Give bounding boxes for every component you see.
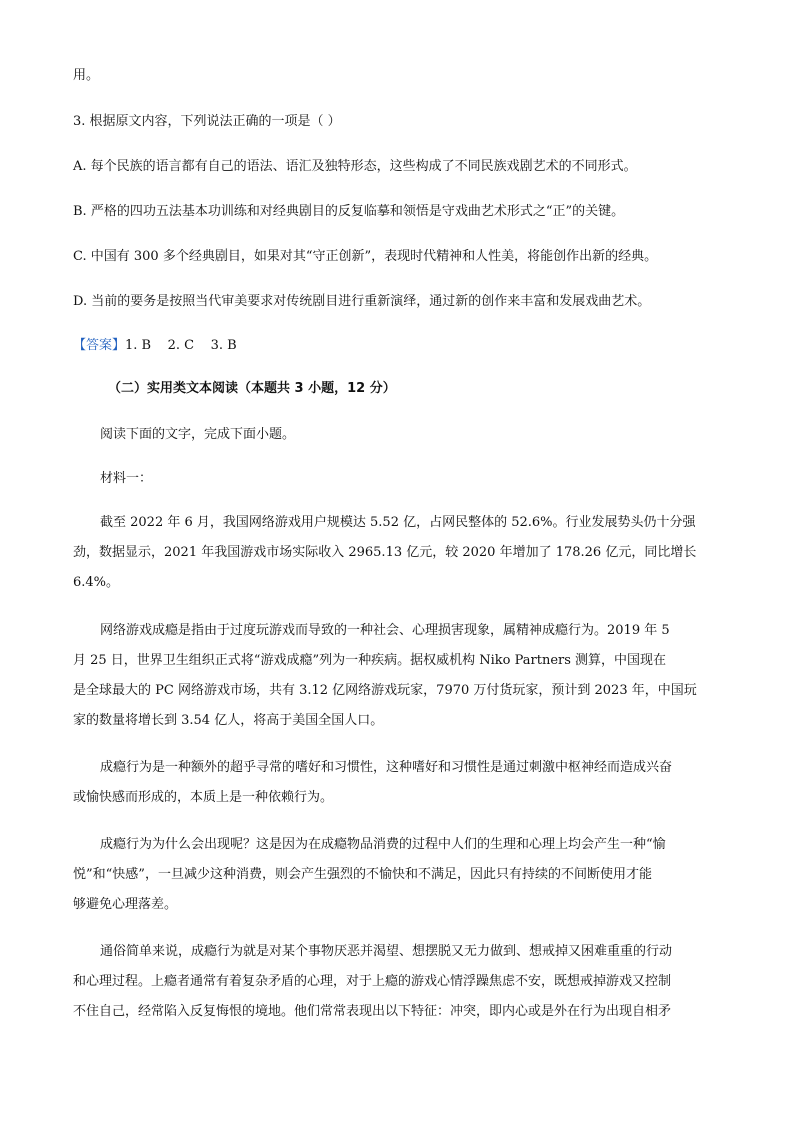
answer-line bbox=[73, 336, 237, 356]
paragraph-line: 截至 2022 年 6 月，我国网络游戏用户规模达 5.52 亿，占网民整体的 52.6%。行业发展势头仍十分强 bbox=[100, 515, 696, 530]
paragraph-line: 通俗简单来说，成瘾行为就是对某个事物厌恶并渴望、想摆脱又无力做到、想戒掉又困难重重的行动 bbox=[100, 944, 673, 959]
paragraph-line: 成瘾行为为什么会出现呢？这是因为在成瘾物品消费的过程中人们的生理和心理上均会产生一种“愉 bbox=[100, 837, 666, 852]
section-title: （二）实用类文本阅读（本题共 3 小题，12 分） bbox=[108, 381, 396, 396]
material-label: 材料一： bbox=[100, 471, 153, 486]
paragraph-line: 成瘾行为是一种额外的超乎寻常的嗜好和习惯性，这种嗜好和习惯性是通过刺激中枢神经而造成兴奋 bbox=[100, 760, 673, 775]
paragraph-line: 月 25 日，世界卫生组织正式将“游戏成瘾”列为一种疾病。据权威机构 Niko Partners 测算，中国现在 bbox=[73, 653, 667, 668]
answer-text: 1. B 2. C 3. B bbox=[125, 338, 237, 353]
paragraph-line: 是全球最大的 PC 网络游戏市场，共有 3.12 亿网络游戏玩家，7970 万付货玩家，预计到 2023 年，中国玩 bbox=[73, 683, 697, 698]
instruction: 阅读下面的文字，完成下面小题。 bbox=[100, 427, 296, 442]
paragraph-line: 或愉快感而形成的，本质上是一种依赖行为。 bbox=[73, 790, 334, 805]
paragraph-line: 不住自己，经常陷入反复悔恨的境地。他们常常表现出以下特征：冲突，即内心或是外在行为出现自相矛 bbox=[73, 1004, 672, 1019]
option-b: B. 严格的四功五法基本功训练和对经典剧目的反复临摹和领悟是守戏曲艺术形式之“正”的关键。 bbox=[73, 204, 625, 219]
paragraph-line: 劲，数据显示，2021 年我国游戏市场实际收入 2965.13 亿元，较 2020 年增加了 178.26 亿元，同比增长 bbox=[73, 545, 697, 560]
option-a: A. 每个民族的语言都有自己的语法、语汇及独特形态，这些构成了不同民族戏剧艺术的不同形式。 bbox=[73, 159, 637, 174]
option-d: D. 当前的要务是按照当代审美要求对传统剧目进行重新演绎，通过新的创作来丰富和发展戏曲艺术。 bbox=[73, 294, 651, 309]
paragraph-line: 网络游戏成瘾是指由于过度玩游戏而导致的一种社会、心理损害现象，属精神成瘾行为。2019 年 5 bbox=[100, 623, 670, 638]
option-c: C. 中国有 300 多个经典剧目，如果对其“守正创新”，表现时代精神和人性美，将能创作出新的经典。 bbox=[73, 249, 658, 264]
paragraph-line: 够避免心理落差。 bbox=[73, 897, 178, 912]
answer-tag: 【答案】 bbox=[73, 338, 126, 353]
previous-text-tail: 用。 bbox=[73, 68, 100, 83]
paragraph-line: 6.4%。 bbox=[73, 575, 120, 590]
question-3-stem: 3. 根据原文内容，下列说法正确的一项是（ ） bbox=[73, 114, 341, 129]
paragraph-line: 家的数量将增长到 3.54 亿人，将高于美国全国人口。 bbox=[73, 713, 384, 728]
paragraph-line: 和心理过程。上瘾者通常有着复杂矛盾的心理，对于上瘾的游戏心情浮躁焦虑不安，既想戒掉游戏又控制 bbox=[73, 974, 672, 989]
paragraph-line: 悦”和“快感”，一旦减少这种消费，则会产生强烈的不愉快和不满足，因此只有持续的不间断使用才能 bbox=[73, 867, 652, 882]
